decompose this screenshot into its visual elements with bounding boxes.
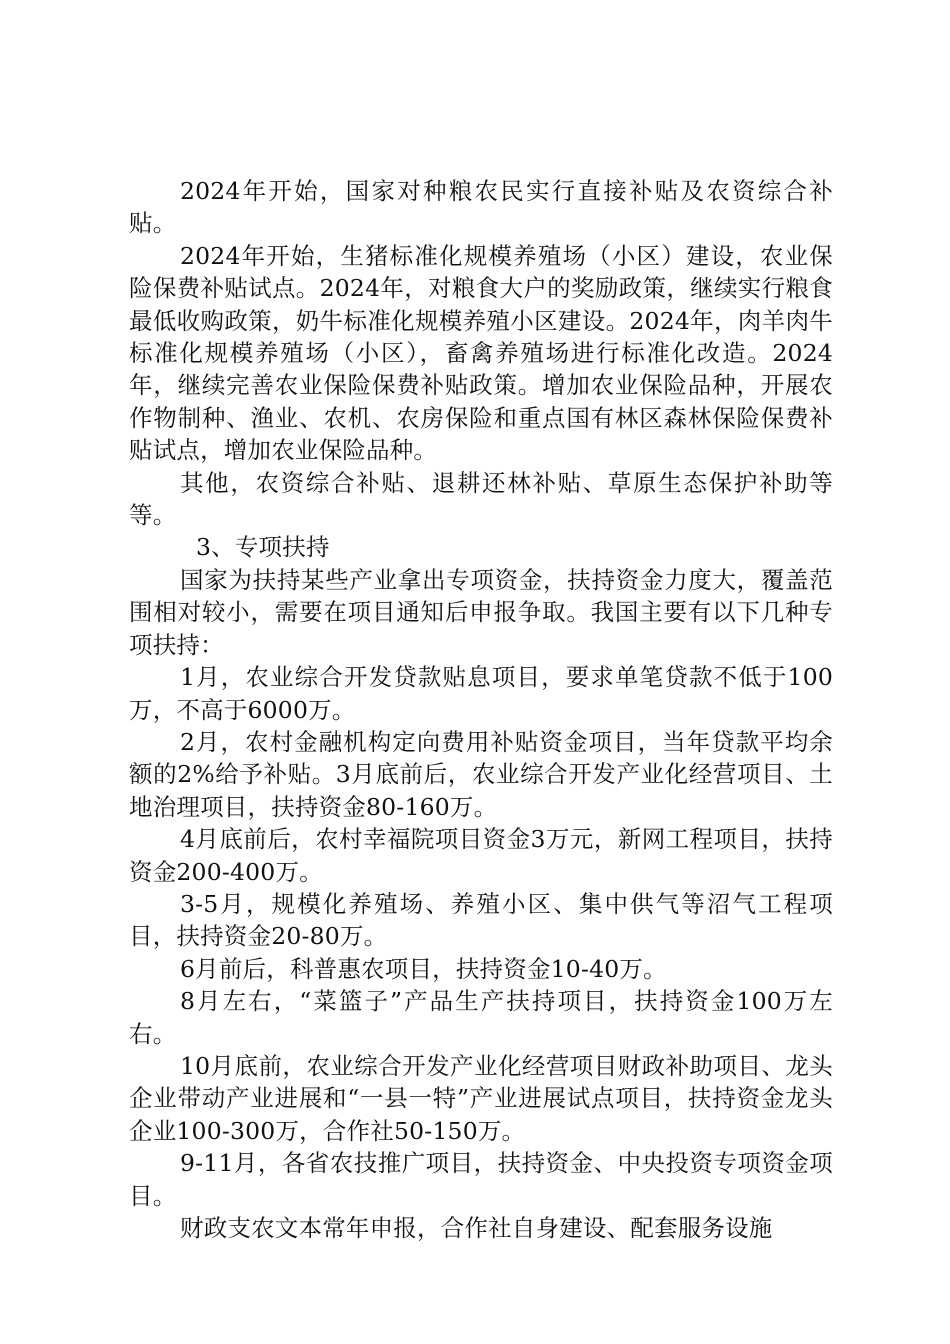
paragraph-direct-subsidy: 2024年开始，国家对种粮农民实行直接补贴及农资综合补贴。 (129, 177, 833, 238)
paragraph-april: 4月底前后，农村幸福院项目资金3万元，新网工程项目，扶持资金200-400万。 (129, 825, 833, 886)
paragraph-special-support-intro: 国家为扶持某些产业拿出专项资金，扶持资金力度大，覆盖范围相对较小，需要在项目通知后申报争取。我国主要有以下几种专项扶持： (129, 565, 833, 659)
paragraph-june: 6月前后，科普惠农项目，扶持资金10-40万。 (180, 954, 667, 983)
section-heading-special-support: 3、专项扶持 (196, 533, 330, 562)
paragraph-august: 8月左右，“菜篮子”产品生产扶持项目，扶持资金100万左右。 (129, 987, 833, 1048)
paragraph-october: 10月底前，农业综合开发产业化经营项目财政补助项目、龙头企业带动产业进展和“一县一特”产业进展试点项目，扶持资金龙头企业100-300万，合作社50-150万。 (129, 1051, 833, 1145)
paragraph-february-march: 2月，农村金融机构定向费用补贴资金项目，当年贷款平均余额的2%给予补贴。3月底前后，农业综合开发产业化经营项目、土地治理项目，扶持资金80-160万。 (129, 727, 833, 821)
paragraph-march-may: 3-5月，规模化养殖场、养殖小区、集中供气等沼气工程项目，扶持资金20-80万。 (129, 889, 833, 951)
document-page (129, 175, 833, 1244)
paragraph-other-subsidies: 其他，农资综合补贴、退耕还林补贴、草原生态保护补助等等。 (129, 468, 833, 530)
paragraph-fiscal-support: 财政支农文本常年申报，合作社自身建设、配套服务设施 (180, 1214, 773, 1242)
paragraph-september-november: 9-11月，各省农技推广项目，扶持资金、中央投资专项资金项目。 (129, 1149, 833, 1210)
paragraph-livestock-insurance: 2024年开始，生猪标准化规模养殖场（小区）建设，农业保险保费补贴试点。2024年，对粮食大户的奖励政策，继续实行粮食最低收购政策，奶牛标准化规模养殖小区建设。2024年，肉羊肉牛标准化规模养殖场（小区），畜禽养殖场进行标准化改造。2024年，继续完善农业保险保费补贴政策。增加农业保险品种，开展农作物制种、渔业、农机、农房保险和重点国有林区森林保险保费补贴试点，增加农业保险品种。 (129, 241, 833, 465)
paragraph-january: 1月，农业综合开发贷款贴息项目，要求单笔贷款不低于100万，不高于6000万。 (129, 663, 833, 724)
